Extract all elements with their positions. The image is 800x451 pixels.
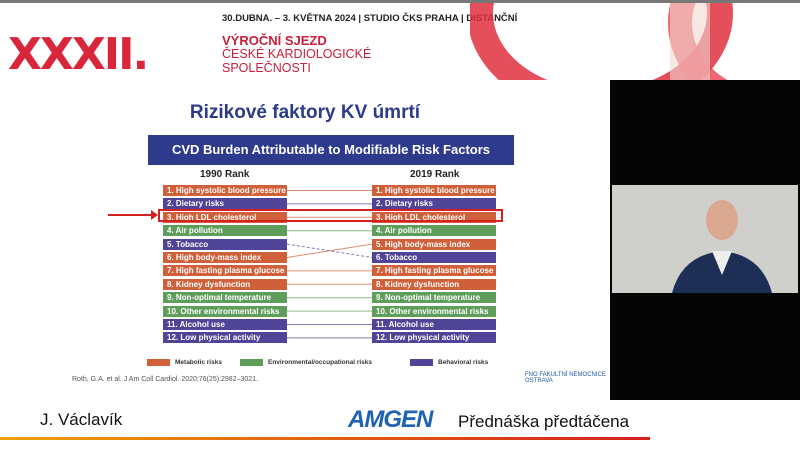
congress-title-2: ČESKÉ KARDIOLOGICKÉ <box>222 47 372 61</box>
rank-1990-item: 11. Alcohol use <box>163 319 287 330</box>
footer <box>0 400 800 451</box>
legend-environmental-label: Environmental/occupational risks <box>268 359 373 366</box>
conference-header <box>0 0 800 80</box>
presentation-slide <box>0 80 610 400</box>
column-header-2019: 2019 Rank <box>410 169 460 180</box>
rank-1990-item: 9. Non-optimal temperature <box>163 292 287 303</box>
congress-logo: XXXII. <box>8 29 148 80</box>
legend-environmental <box>240 359 372 366</box>
legend-metabolic-swatch <box>147 359 170 366</box>
legend-metabolic <box>147 359 222 366</box>
rank-2019-item: 9. Non-optimal temperature <box>372 292 496 303</box>
speaker-camera <box>612 185 798 293</box>
rank-1990-item: 6. High body-mass index <box>163 252 287 263</box>
slide-title: Rizikové faktory KV úmrtí <box>189 102 421 123</box>
legend <box>0 359 610 369</box>
institution-logos: FNO FAKULTNÍ NEMOCNICE OSTRAVA <box>525 372 606 384</box>
congress-title-3: SPOLEČNOSTI <box>222 61 311 75</box>
slide-banner: CVD Burden Attributable to Modifiable Risk Factors <box>148 135 514 165</box>
rank-2019-item: 2. Dietary risks <box>372 198 496 209</box>
sponsor-logo: AMGEN <box>348 406 433 433</box>
legend-behavioral <box>410 359 488 366</box>
rank-connector-lines <box>0 80 610 400</box>
rank-2019-item: 4. Air pollution <box>372 225 496 236</box>
rank-1990-item: 12. Low physical activity <box>163 332 287 343</box>
speaker-name: J. Václavík <box>40 410 123 429</box>
rank-1990-item: 4. Air pollution <box>163 225 287 236</box>
rank-1990-item: 3. High LDL cholesterol <box>163 212 287 223</box>
congress-dates: 30.DUBNA. – 3. KVĚTNA 2024 | STUDIO ČKS PRAHA | DISTANČNÍ <box>222 13 518 24</box>
rank-2019-item: 5. High body-mass index <box>372 239 496 250</box>
rank-1990-item: 7. High fasting plasma glucose <box>163 265 287 276</box>
heart-graphic <box>470 3 800 83</box>
legend-behavioral-swatch <box>410 359 433 366</box>
rank-1990-item: 2. Dietary risks <box>163 198 287 209</box>
column-header-1990: 1990 Rank <box>200 169 250 180</box>
rank-1990-item: 10. Other environmental risks <box>163 306 287 317</box>
ldl-highlight-frame <box>158 209 503 222</box>
rank-2019-item: 11. Alcohol use <box>372 319 496 330</box>
rank-2019-item: 12. Low physical activity <box>372 332 496 343</box>
highlight-arrow <box>108 214 156 216</box>
rank-2019-item: 6. Tobacco <box>372 252 496 263</box>
footer-line <box>0 437 650 440</box>
rank-2019-item: 8. Kidney dysfunction <box>372 279 496 290</box>
prerecorded-note: Přednáška předtáčena <box>458 412 630 431</box>
rank-1990-item: 8. Kidney dysfunction <box>163 279 287 290</box>
rank-1990-item: 5. Tobacco <box>163 239 287 250</box>
rank-1990-item: 1. High systolic blood pressure <box>163 185 287 196</box>
speaker-video <box>610 80 800 400</box>
rank-2019-item: 7. High fasting plasma glucose <box>372 265 496 276</box>
legend-behavioral-label: Behavioral risks <box>438 359 489 366</box>
legend-metabolic-label: Metabolic risks <box>175 359 222 366</box>
rank-2019-item: 10. Other environmental risks <box>372 306 496 317</box>
citation: Roth, G.A. et al. J Am Coll Cardiol. 2020;76(25):2982–3021. <box>72 376 258 383</box>
congress-title-1: VÝROČNÍ SJEZD <box>222 33 327 48</box>
rank-2019-item: 1. High systolic blood pressure <box>372 185 496 196</box>
legend-environmental-swatch <box>240 359 263 366</box>
rank-2019-item: 3. High LDL cholesterol <box>372 212 496 223</box>
